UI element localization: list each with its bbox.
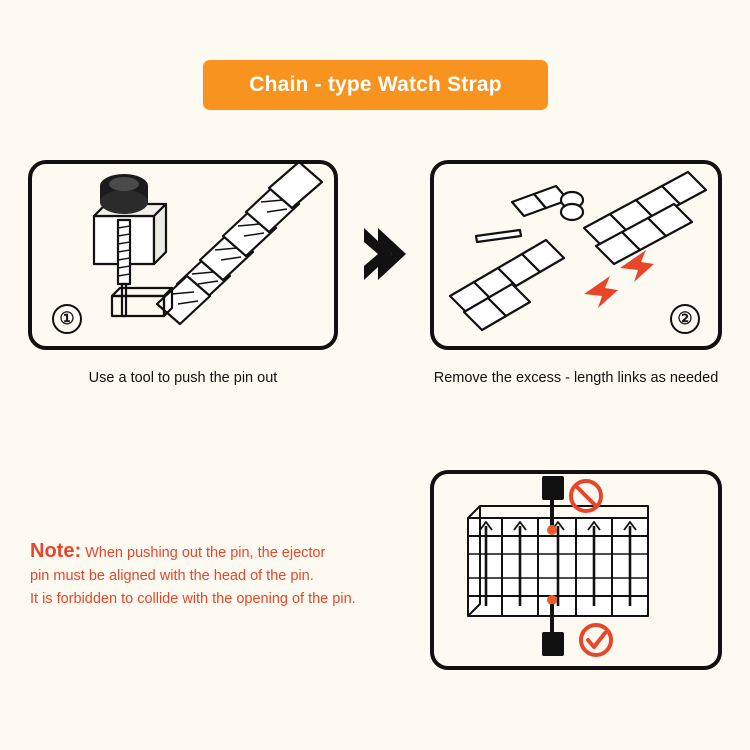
step-2-badge: ② [670,304,700,334]
step-1-panel [28,160,338,350]
detail-panel [430,470,722,670]
note-line-1 [30,540,420,565]
note-block [30,540,420,611]
right-chevron-arrow-icon [358,226,410,282]
check-circle-icon [581,625,611,655]
page-title-banner [203,60,548,110]
note-text-1: When pushing out the pin, the ejector [85,545,326,561]
pin-alignment-illustration [434,474,718,666]
step-2-panel [430,160,722,350]
note-label: Note: [30,540,82,562]
step-1-caption: Use a tool to push the pin out [88,370,278,386]
note-text-2: pin must be aligned with the head of the pin. [30,568,314,584]
tool-knob-icon [100,174,148,214]
step-2-caption: Remove the excess - length links as needed [433,370,719,386]
note-text-3: It is forbidden to collide with the opening of the pin. [30,591,356,607]
page-title: Chain - type Watch Strap [249,73,502,96]
step-1-badge: ① [52,304,82,334]
